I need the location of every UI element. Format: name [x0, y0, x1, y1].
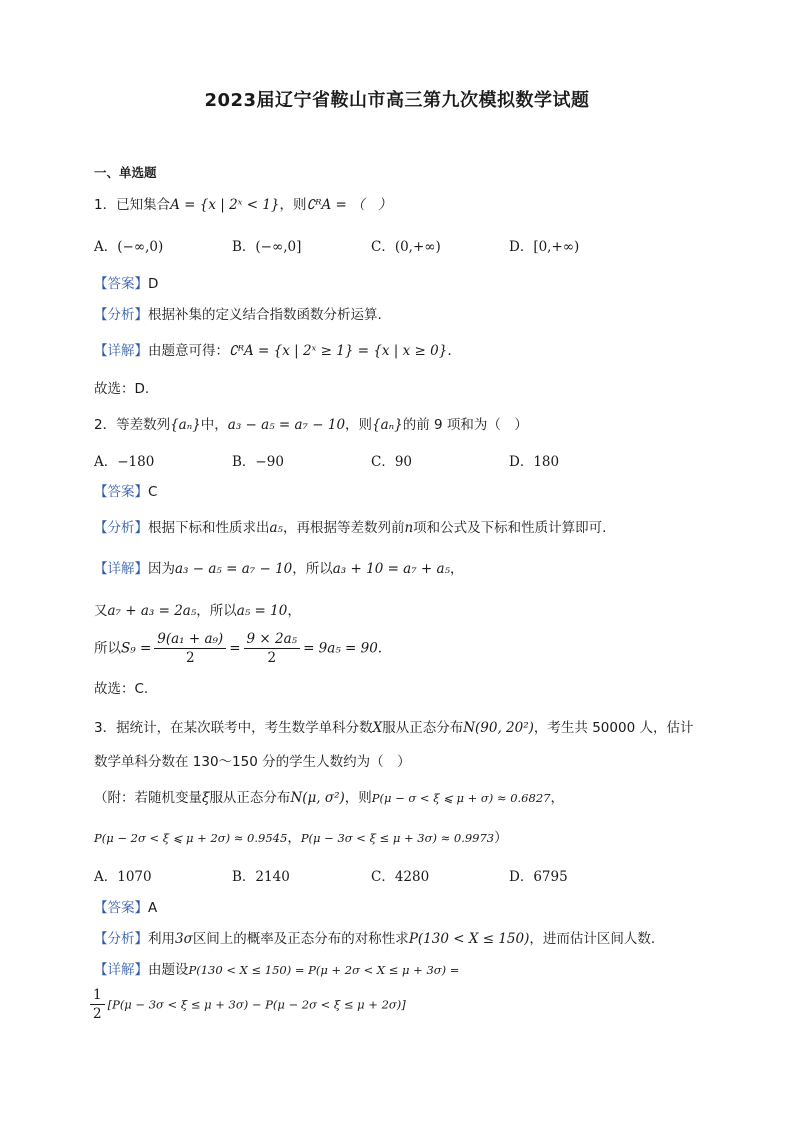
q3-note-b: 服从正态分布	[209, 790, 291, 806]
q3-note-f: ）	[494, 830, 508, 846]
q3-option-c: C．4280	[371, 869, 430, 885]
q3-detail-a: 由题设	[148, 962, 189, 978]
q1-analysis	[94, 303, 382, 323]
answer-tag: 【答案】	[94, 900, 148, 916]
q1-set-def: A = {x | 2ˣ < 1}	[170, 197, 280, 213]
q1-complement: ∁ᴿA = （ ）	[306, 197, 392, 213]
q3-last-expr: [P(μ − 3σ < ξ ≤ μ + 3σ) − P(μ − 2σ < ξ ≤ μ + 2σ)]	[107, 997, 406, 1012]
q3-analysis	[94, 927, 655, 947]
q2-analysis	[94, 516, 606, 536]
q2-seq-2: {aₙ}	[372, 417, 403, 433]
q3-answer	[94, 896, 157, 916]
q2-analysis-var: a₅	[269, 520, 283, 536]
q3-answer-value: A	[148, 900, 158, 916]
q3-stem-x: X	[372, 720, 383, 736]
detail-tag: 【详解】	[94, 343, 148, 359]
q3-note-a: （附：若随机变量	[94, 790, 202, 806]
q2-d1-b: ，所以	[292, 561, 333, 577]
q2-detail-line-2	[94, 599, 301, 619]
q3-note-e: ，	[287, 830, 301, 846]
q1-choose: 故选：D.	[94, 381, 150, 397]
q3-option-d: D．6795	[509, 869, 568, 885]
q1-stem-mid: ，则	[279, 197, 307, 213]
q2-option-d: D．180	[509, 454, 560, 470]
q3-note-d: ，	[550, 790, 564, 806]
q2-d1-c: ，	[450, 561, 464, 577]
q1-stem	[94, 193, 392, 213]
q3-stem-line-1	[94, 716, 693, 736]
q3-note-p1: P(μ − σ < ξ ⩽ μ + σ) ≈ 0.6827	[371, 791, 551, 805]
q1-option-c: C．(0,+∞)	[371, 239, 441, 255]
q1-answer-value: D	[148, 276, 159, 292]
q2-analysis-n: n	[404, 520, 414, 536]
q1-detail	[94, 339, 452, 359]
q2-stem-d: 的前 9 项和为（ ）	[402, 417, 528, 433]
q1-option-b: B．(−∞,0]	[232, 239, 302, 255]
q3-stem-n: N(90, 20²)	[463, 720, 534, 736]
q2-d3-a: 所以	[94, 640, 121, 657]
q2-option-b: B．−90	[232, 454, 284, 470]
q3-stem-c: ，考生共 50000 人，估计	[533, 720, 694, 736]
q2-answer-value: C	[148, 484, 158, 500]
q3-analysis-b: 区间上的概率及正态分布的对称性求	[192, 931, 409, 947]
q1-answer	[94, 272, 158, 292]
q2-option-a: A．−180	[94, 454, 155, 470]
q2-detail-line-3	[94, 630, 382, 667]
q2-detail-line-1	[94, 557, 464, 577]
q1-analysis-text: 根据补集的定义结合指数函数分析运算.	[148, 307, 382, 323]
q2-stem-a: 2．等差数列	[94, 417, 171, 433]
analysis-tag: 【分析】	[94, 307, 148, 323]
q3-analysis-a: 利用	[148, 931, 175, 947]
q3-stem-b: 服从正态分布	[382, 720, 464, 736]
q3-note-n: N(μ, σ²)	[290, 790, 345, 806]
q3-detail-line-2	[90, 986, 406, 1023]
q3-analysis-c: ，进而估计区间人数.	[529, 931, 656, 947]
q3-half-den: 2	[93, 1006, 102, 1022]
q1-detail-math: ∁ᴿA = {x | 2ˣ ≥ 1} = {x | x ≥ 0}.	[229, 343, 452, 359]
q2-stem	[94, 413, 528, 433]
q2-fraction-2	[244, 630, 301, 667]
q3-note-p3: P(μ − 3σ < ξ ≤ μ + 3σ) ≈ 0.9973	[300, 831, 495, 845]
q2-analysis-c: 项和公式及下标和性质计算即可.	[413, 520, 607, 536]
q3-note-line-2	[94, 826, 508, 846]
q2-d2-c: ，	[287, 603, 301, 619]
q2-d1-m1: a₃ − a₅ = a₇ − 10	[175, 561, 293, 577]
q2-d2-a: 又	[94, 603, 108, 619]
detail-tag: 【详解】	[94, 962, 148, 978]
q3-option-a: A．1070	[94, 869, 152, 885]
q3-stem-line-2: 数学单科分数在 130～150 分的学生人数约为（ ）	[94, 754, 411, 770]
q1-option-a: A．(−∞,0)	[94, 239, 164, 255]
q2-option-c: C．90	[371, 454, 413, 470]
q1-stem-text: 1．已知集合	[94, 197, 171, 213]
q2-d1-a: 因为	[148, 561, 175, 577]
q2-d2-b: ，所以	[196, 603, 237, 619]
q2-analysis-a: 根据下标和性质求出	[148, 520, 270, 536]
q3-detail	[94, 958, 459, 978]
q3-half-num: 1	[90, 986, 105, 1005]
q2-answer	[94, 480, 157, 500]
q1-detail-text: 由题意可得：	[148, 343, 229, 359]
q3-option-b: B．2140	[232, 869, 290, 885]
q2-choose: 故选：C.	[94, 681, 149, 697]
q2-seq: {aₙ}	[170, 417, 201, 433]
q3-half-fraction	[90, 986, 105, 1023]
q2-d1-m2: a₃ + 10 = a₇ + a₅	[332, 561, 450, 577]
q3-note-p2: P(μ − 2σ < ξ ⩽ μ + 2σ) ≈ 0.9545	[94, 831, 288, 845]
document-title: 2023届辽宁省鞍山市高三第九次模拟数学试题	[204, 90, 590, 111]
q2-d3-eq: =	[229, 640, 241, 657]
q2-d3-rhs: = 9a₅ = 90.	[303, 640, 383, 657]
q2-fraction-1-den: 2	[185, 650, 195, 666]
q2-fraction-2-den: 2	[267, 650, 277, 666]
q2-d2-m1: a₇ + a₃ = 2a₅	[107, 603, 197, 619]
analysis-tag: 【分析】	[94, 520, 148, 536]
answer-tag: 【答案】	[94, 484, 148, 500]
q2-fraction-1	[154, 630, 226, 667]
q3-detail-math: P(130 < X ≤ 150) = P(μ + 2σ < X ≤ μ + 3σ) =	[188, 963, 460, 977]
q3-note-line-1	[94, 786, 564, 806]
q2-stem-c: ，则	[345, 417, 373, 433]
q2-analysis-b: ，再根据等差数列前	[282, 520, 405, 536]
q2-d2-m2: a₅ = 10	[236, 603, 288, 619]
q3-analysis-p: P(130 < X ≤ 150)	[408, 931, 530, 947]
q2-fraction-2-num: 9 × 2a₅	[244, 630, 301, 649]
q1-option-d: D．[0,+∞)	[509, 239, 580, 255]
q2-fraction-1-num: 9(a₁ + a₉)	[154, 630, 226, 649]
q3-note-xi: ξ	[202, 790, 210, 806]
q3-stem-a: 3．据统计，在某次联考中，考生数学单科分数	[94, 720, 373, 736]
q2-stem-b: 中，	[200, 417, 228, 433]
answer-tag: 【答案】	[94, 276, 148, 292]
analysis-tag: 【分析】	[94, 931, 148, 947]
q3-analysis-3s: 3σ	[175, 931, 193, 947]
section-heading: 一、单选题	[94, 165, 157, 180]
q2-cond: a₃ − a₅ = a₇ − 10	[227, 417, 346, 433]
q2-d3-lhs: S₉ =	[121, 640, 152, 657]
detail-tag: 【详解】	[94, 561, 148, 577]
q3-note-c: ，则	[344, 790, 372, 806]
